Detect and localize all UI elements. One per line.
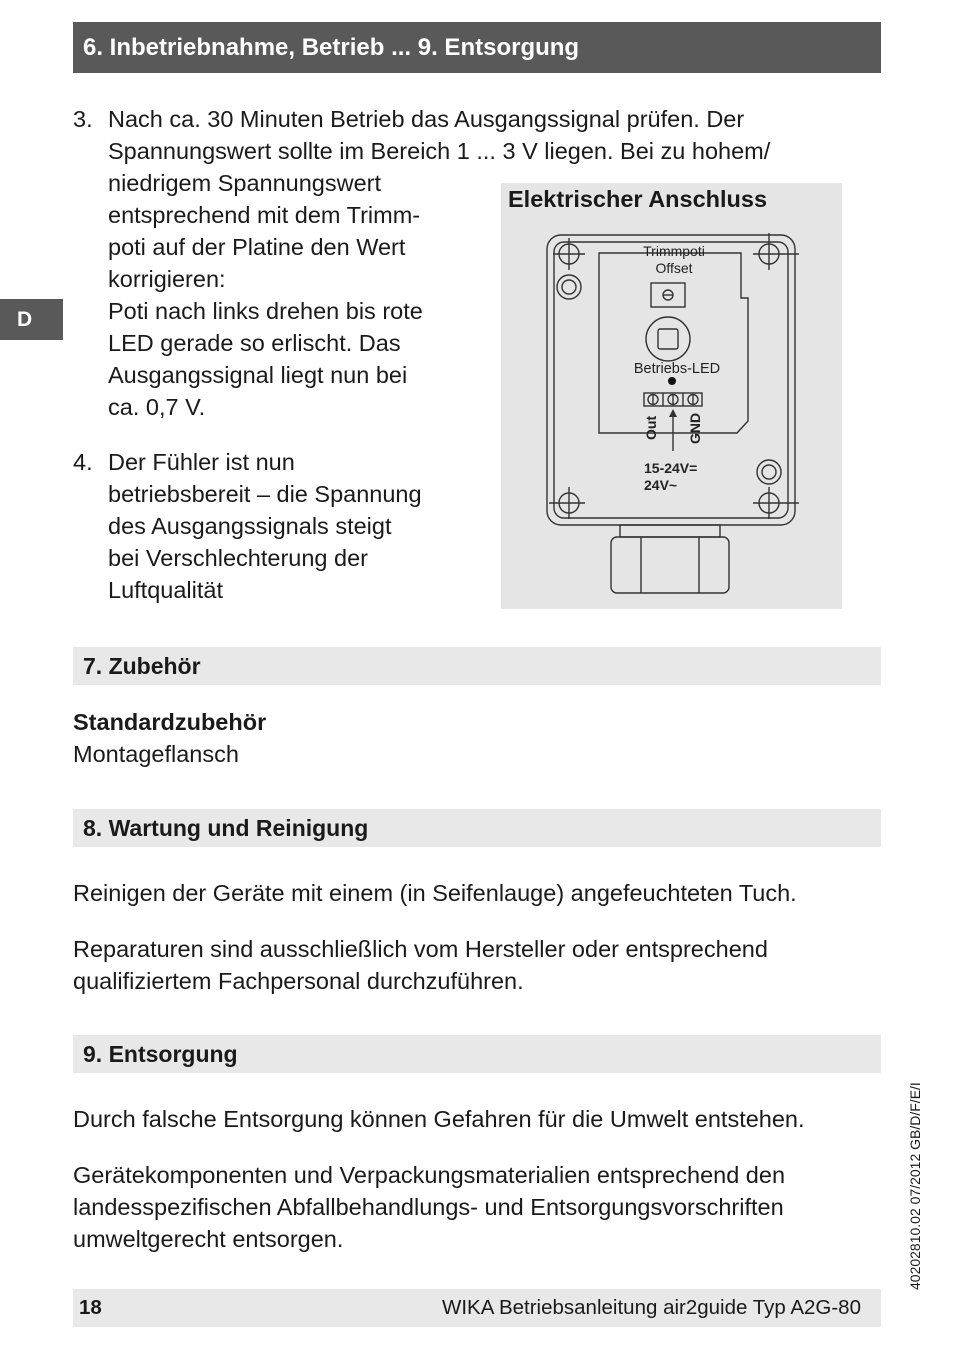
gnd-label: GND — [687, 412, 703, 444]
out-label: Out — [643, 415, 659, 440]
text-line: Ausgangssignal liegt nun bei — [108, 362, 408, 388]
page-footer — [73, 1289, 881, 1327]
text-line: des Ausgangssignals steigt — [108, 513, 392, 539]
screw-top-left — [553, 238, 585, 270]
text-line: Der Fühler ist nun — [108, 449, 295, 475]
wiring-diagram — [501, 183, 842, 609]
footer-doc-title: WIKA Betriebsanleitung air2guide Typ A2G-80 — [442, 1296, 861, 1319]
led-dot-icon — [668, 377, 676, 385]
text-line: korrigieren: — [108, 266, 226, 292]
page-number: 18 — [79, 1296, 102, 1319]
step-number: 4. — [73, 449, 93, 475]
section-8-para-1: Reinigen der Geräte mit einem (in Seifenlauge) angefeuchteten Tuch. — [73, 880, 797, 906]
section-8-para-2 — [73, 933, 768, 997]
text-line: bei Verschlechterung der — [108, 545, 368, 571]
text-line: landesspezifischen Abfallbehandlungs- und Entsorgungsvorschriften — [73, 1194, 784, 1220]
diagram-title: Elektrischer Anschluss — [508, 186, 768, 212]
offset-label: Offset — [655, 260, 693, 276]
voltage-ac-label: 24V~ — [644, 477, 678, 493]
section-7-header: 7. Zubehör — [73, 647, 881, 685]
screw-top-right — [753, 233, 799, 270]
mounting-hole-right — [757, 460, 781, 484]
screw-bottom-right — [753, 487, 799, 519]
page-header: 6. Inbetriebnahme, Betrieb ... 9. Entsorgung — [73, 22, 881, 73]
section-7-text: Montageflansch — [73, 741, 239, 767]
terminal-block-icon — [644, 393, 702, 406]
text-line: Reparaturen sind ausschließlich vom Hersteller oder entsprechend — [73, 936, 768, 962]
arrow-head-icon — [669, 409, 677, 417]
mounting-hole-left — [557, 275, 581, 299]
text-line: entsprechend mit dem Trimm- — [108, 202, 421, 228]
text-line: Spannungswert sollte im Bereich 1 ... 3 V liegen. Bei zu hohem/ — [108, 138, 771, 164]
text-line: umweltgerecht entsorgen. — [73, 1226, 344, 1252]
text-line: niedrigem Spannungswert — [108, 170, 382, 196]
voltage-dc-label: 15-24V= — [644, 460, 698, 476]
text-line: Poti nach links drehen bis rote — [108, 298, 423, 324]
section-7-subtitle: Standardzubehör — [73, 709, 267, 735]
trimmpoti-label: Trimmpoti — [643, 243, 705, 259]
text-line: LED gerade so erlischt. Das — [108, 330, 401, 356]
sensor-icon — [646, 317, 690, 361]
document-code: 40202810.02 07/2012 GB/D/F/E/I — [907, 1082, 923, 1290]
section-9-para-2 — [73, 1159, 785, 1255]
section-9-para-1: Durch falsche Entsorgung können Gefahren für die Umwelt entstehen. — [73, 1106, 805, 1132]
cable-gland-icon — [611, 525, 729, 593]
step-number: 3. — [73, 106, 93, 132]
text-line: betriebsbereit – die Spannung — [108, 481, 422, 507]
language-tab: D — [0, 299, 63, 340]
led-label: Betriebs-LED — [633, 361, 721, 377]
text-line: poti auf der Platine den Wert — [108, 234, 406, 260]
text-line: Gerätekomponenten und Verpackungsmaterialien entsprechend den — [73, 1162, 786, 1188]
text-line: qualifiziertem Fachpersonal durchzuführen. — [73, 968, 524, 994]
text-line: Luftqualität — [108, 577, 223, 603]
text-line: ca. 0,7 V. — [108, 394, 206, 420]
section-9-header: 9. Entsorgung — [73, 1035, 881, 1073]
step-4-text — [108, 446, 422, 606]
text-line: Nach ca. 30 Minuten Betrieb das Ausgangssignal prüfen. Der — [108, 106, 745, 132]
section-8-header: 8. Wartung und Reinigung — [73, 809, 881, 847]
